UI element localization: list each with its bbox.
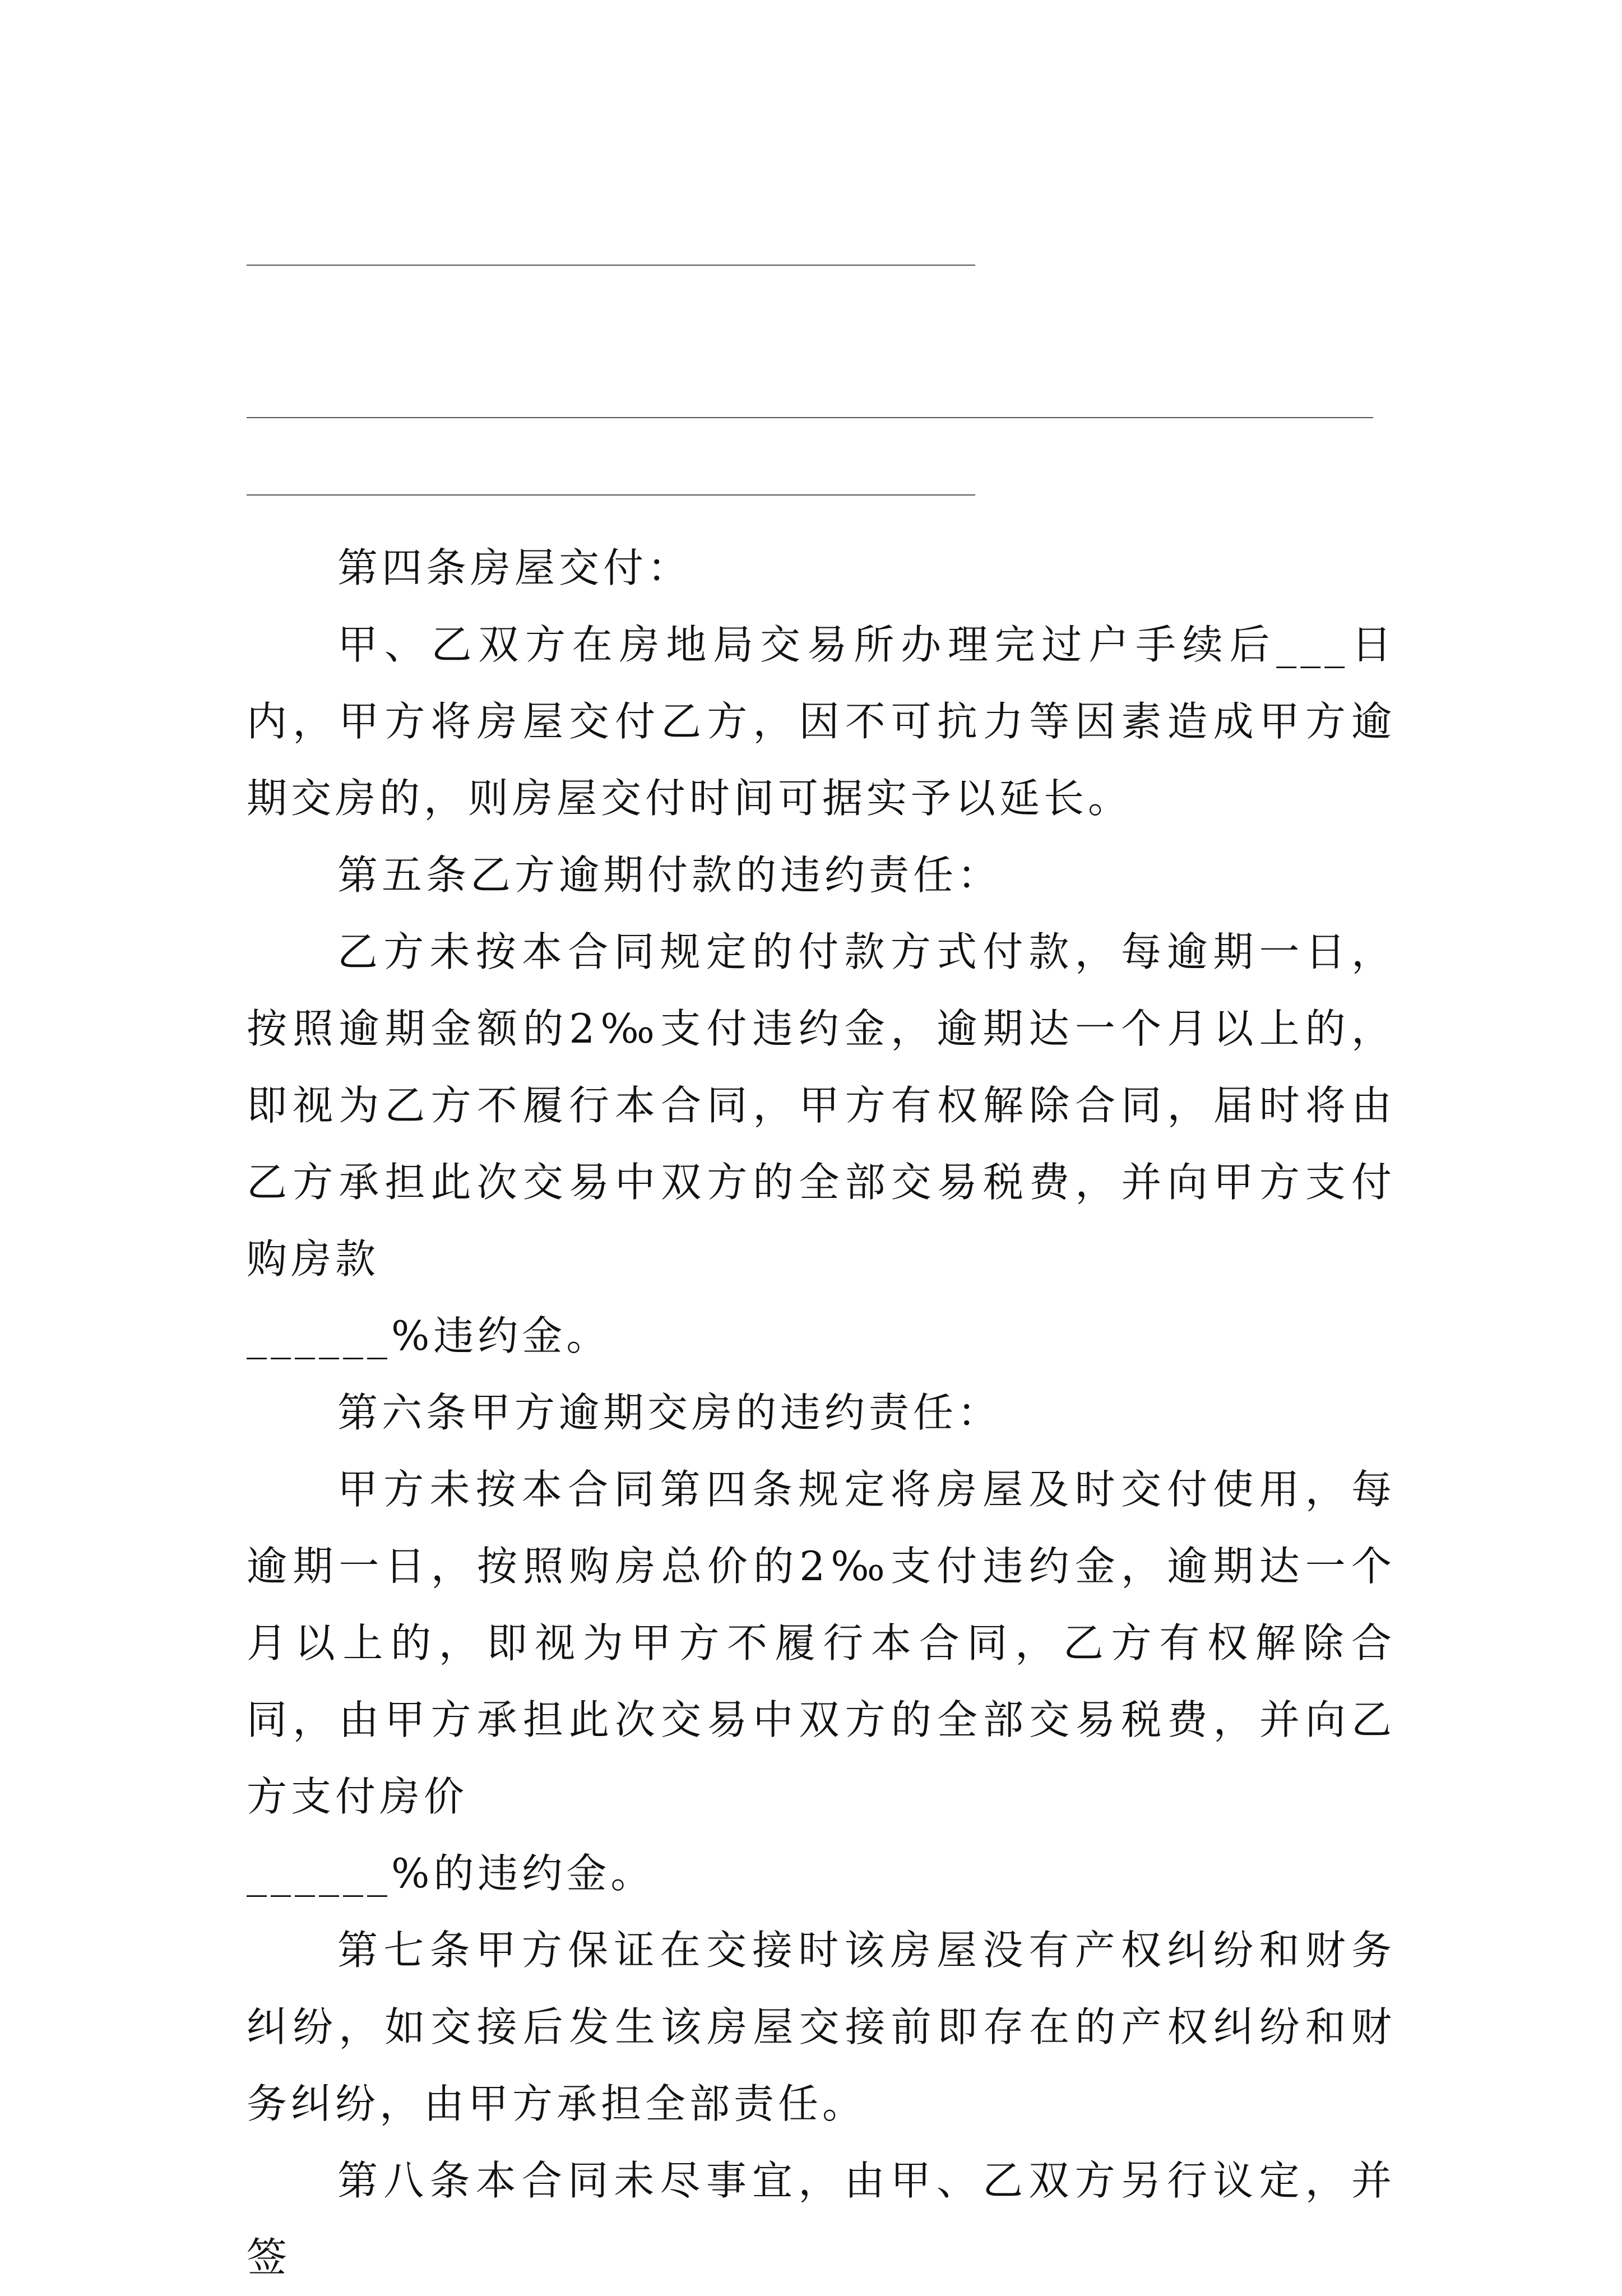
blank-fill-line xyxy=(247,265,975,266)
article-6-heading: 第六条甲方逾期交房的违约责任： xyxy=(337,1389,1002,1436)
article-5-text-continued: ______%违约金。 xyxy=(247,1312,611,1359)
article-8-text: 第八条本合同未尽事宜，由甲、乙双方另行议定，并签 xyxy=(247,2157,1396,2281)
article-4-text: 甲、乙双方在房地局交易所办理完过户手续后___日内，甲方将房屋交付乙方，因不可抗力等因素造成甲方逾期交房的，则房屋交付时间可据实予以延长。 xyxy=(247,621,1396,822)
contract-body xyxy=(247,530,1396,2296)
blank-fill-line xyxy=(247,494,975,496)
article-7-text: 第七条甲方保证在交接时该房屋没有产权纠纷和财务纠纷，如交接后发生该房屋交接前即存在的产权纠纷和财务纠纷，由甲方承担全部责任。 xyxy=(247,1927,1396,2127)
article-5-heading: 第五条乙方逾期付款的违约责任： xyxy=(337,851,1002,899)
article-5-text: 乙方未按本合同规定的付款方式付款，每逾期一日，按照逾期金额的2‰支付违约金，逾期达一个月以上的，即视为乙方不履行本合同，甲方有权解除合同，届时将由乙方承担此次交易中双方的全部交易税费，并向甲方支付购房款 xyxy=(247,928,1396,1283)
article-4-heading: 第四条房屋交付： xyxy=(337,544,692,591)
article-6-text: 甲方未按本合同第四条规定将房屋及时交付使用，每逾期一日，按照购房总价的2‰支付违约金，逾期达一个月以上的，即视为甲方不履行本合同，乙方有权解除合同，由甲方承担此次交易中双方的全部交易税费，并向乙方支付房价 xyxy=(247,1466,1396,1820)
blank-fill-line xyxy=(247,417,1373,418)
article-6-text-continued: ______%的违约金。 xyxy=(247,1850,655,1897)
